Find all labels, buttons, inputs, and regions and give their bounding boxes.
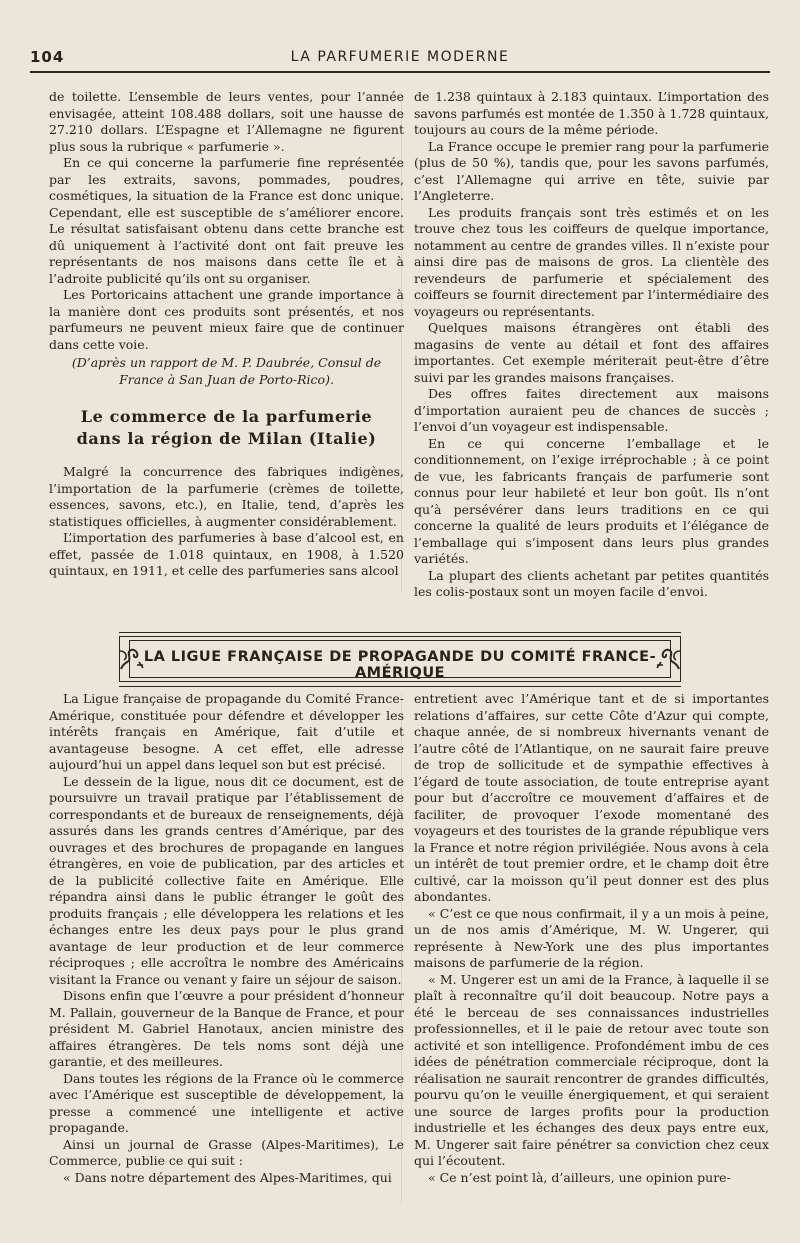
paragraph: Disons enfin que l’œuvre a pour président d’honneur M. Pallain, gouverneur de la Banque de France, et pour président M. Gabriel Hanotaux, ancien ministre des affaires étrangères. De tels noms sont déjà une garantie, et des meilleures. (49, 988, 404, 1069)
paragraph: Le dessein de la ligue, nous dit ce document, est de poursuivre un travail pratique par l’établissement de correspondants et de bureaux de renseignements, déjà assurés dans les grands centres d’Amérique, par des ouvrages et des brochures de propagande en langues étrangères, en voie de publication, par des articles et de la publicité collective faite en Amérique. Elle répandra ainsi dans le public étranger le goût des produits français ; elle développera les relations et les échanges entre les deux pays pour le plus grand avantage de leur production et de leur commerce réciproques ; elle accroîtra le nombre des Américains visitant la France ou venant y faire un séjour de saison. (49, 773, 404, 987)
paragraph: En ce qui concerne la parfumerie fine représentée par les extraits, savons, pommades, poudres, cosmétiques, la situation de la France est donc unique. Cependant, elle est susceptible de s’améliorer encore. Le résultat satisfaisant obtenu dans cette branche est dû uniquement à l’activité dont ont fait preuve les représentants de nos maisons dans cette île et à l’adroite publicité qu’ils ont su organiser. (49, 155, 404, 286)
running-title: LA PARFUMERIE MODERNE (290, 49, 510, 65)
paragraph: L’importation des parfumeries à base d’alcool est, en effet, passée de 1.018 quintaux, en 1908, à 1.520 quintaux, en 1911, et celle des parfumeries sans alcool (49, 530, 404, 578)
paragraph: Les produits français sont très estimés et on les trouve chez tous les coiffeurs de quelque importance, notamment au centre de grandes villes. Il n’existe pour ainsi dire pas de maisons de gros. La clientèle des revendeurs de parfumerie et spécialement des coiffeurs se fournit directement par l’intermédiaire des voyageurs ou représentants. (414, 204, 769, 319)
banner-rule (119, 632, 681, 633)
banner-rule (119, 686, 681, 687)
paragraph: « Dans notre département des Alpes-Maritimes, qui (63, 1169, 392, 1185)
page-header (30, 48, 770, 70)
column-bottom-right (414, 691, 769, 1186)
column-bottom-left (49, 691, 404, 1186)
page-number: 104 (30, 48, 65, 66)
paragraph: « C’est ce que nous confirmait, il y a un mois à peine, un de nos amis d’Amérique, M. W. Ungerer, qui représente à New-York une des plus importantes maisons de parfumerie de la région. (414, 905, 769, 970)
paragraph: La plupart des clients achetant par petites quantités les colis-postaux sont un moyen facile d’envoi. (414, 567, 769, 599)
fleuron-ornament-icon (655, 645, 683, 673)
paragraph: Des offres faites directement aux maisons d’importation auraient peu de chances de succès ; l’envoi d’un voyageur est indispensable. (414, 386, 769, 434)
paragraph: Dans toutes les régions de la France où le commerce avec l’Amérique est susceptible de développement, la presse a commencé une intelligente et active propagande. (49, 1070, 404, 1135)
paragraph: entretient avec l’Amérique tant et de si importantes relations d’affaires, sur cette Côte d’Azur qui compte, chaque année, de si nombreux hivernants venant de l’autre côté de l’Atlantique, on ne saurait faire preuve de trop de sollicitude et de sympathie effectives à l’égard de toute association, de toute entreprise ayant pour but d’accroître ce mouvement d’affaires et de faciliter, de provoquer l’exode momentané des voyageurs et des touristes de la grande république vers la France et notre région privilégiée. Nous avons à cela un intérêt de tout premier ordre, et le champ doit être cultivé, car la moisson qu’il peut donner est des plus abondantes. (414, 691, 769, 904)
paragraph: « M. Ungerer est un ami de la France, à laquelle il se plaît à reconnaître qu’il doit beaucoup. Notre pays a été le berceau de ses connaissances industrielles professionnelles, et il le paie de retour avec toute son activité et son intelligence. Profondément imbu de ces idées de pénétration commerciale réciproque, dont la réalisation ne saurait rencontrer de grandes difficultés, pourvu qu’on le veuille énergiquement, et qui seraient une source de larges profits pour la production industrielle et les échanges des deux pays entre eux, M. Ungerer sait faire pénétrer sa conviction chez ceux qui l’écoutent. (414, 971, 769, 1168)
column-top-right (414, 89, 769, 601)
heading-line: dans la région de Milan (Italie) (76, 429, 377, 448)
banner-title: LA LIGUE FRANÇAISE DE PROPAGANDE DU COMITÉ FRANCE-AMÉRIQUE (143, 649, 657, 681)
paragraph: La Ligue française de propagande du Comité France-Amérique, constituée pour défendre et développer les intérêts français en Amérique, fait d’utile et avantageuse besogne. A cet effet, elle adresse aujourd’hui un appel dans lequel son but est précisé. (49, 691, 404, 772)
paragraph: Malgré la concurrence des fabriques indigènes, l’importation de la parfumerie (crèmes de toilette, essences, savons, etc.), en Italie, tend, d’après les statistiques officielles, à augmenter considérablement. (49, 464, 404, 529)
paragraph: Les Portoricains attachent une grande importance à la manière dont ces produits sont présentés, et nos parfumeurs ne peuvent mieux faire que de continuer dans cette voie. (49, 287, 404, 352)
paragraph: Quelques maisons étrangères ont établi des magasins de vente au détail et font des affaires importantes. Cet exemple mériterait peut-être d’être suivi par les grandes maisons françaises. (414, 320, 769, 385)
paragraph: Ainsi un journal de Grasse (Alpes-Maritimes), Le Commerce, publie ce qui suit : (49, 1136, 404, 1168)
header-rule (30, 71, 770, 73)
section-banner (119, 636, 681, 682)
paragraph: En ce qui concerne l’emballage et le conditionnement, on l’exige irréprochable ; à ce point de vue, les fabricants français de parfumerie sont connus pour leur habileté et leur bon goût. Ils n’ont qu’à persévérer dans leurs traditions en ce qui concerne la qualité de leurs produits et l’élégance de l’emballage qui s’imposent dans leurs plus grandes variétés. (414, 435, 769, 566)
column-top-left (49, 89, 404, 580)
source-note: (D’après un rapport de M. P. Daubrée, Consul de France à San Juan de Porto-Rico). (71, 355, 382, 387)
paragraph: de 1.238 quintaux à 2.183 quintaux. L’importation des savons parfumés est montée de 1.350 à 1.728 quintaux, toujours au cours de la même période. (414, 89, 769, 137)
paragraph: La France occupe le premier rang pour la parfumerie (plus de 50 %), tandis que, pour les savons parfumés, c’est l’Allemagne qui arrive en tête, suivie par l’Angleterre. (414, 138, 769, 203)
paragraph: « Ce n’est point là, d’ailleurs, une opinion pure- (428, 1169, 731, 1185)
heading-line: Le commerce de la parfumerie (80, 407, 373, 426)
paragraph: de toilette. L’ensemble de leurs ventes, pour l’année envisagée, atteint 108.488 dollars, soit une hausse de 27.210 dollars. L’Espagne et l’Allemagne ne figurent plus sous la rubrique « parfumerie ». (49, 89, 404, 154)
section-heading (49, 406, 404, 450)
